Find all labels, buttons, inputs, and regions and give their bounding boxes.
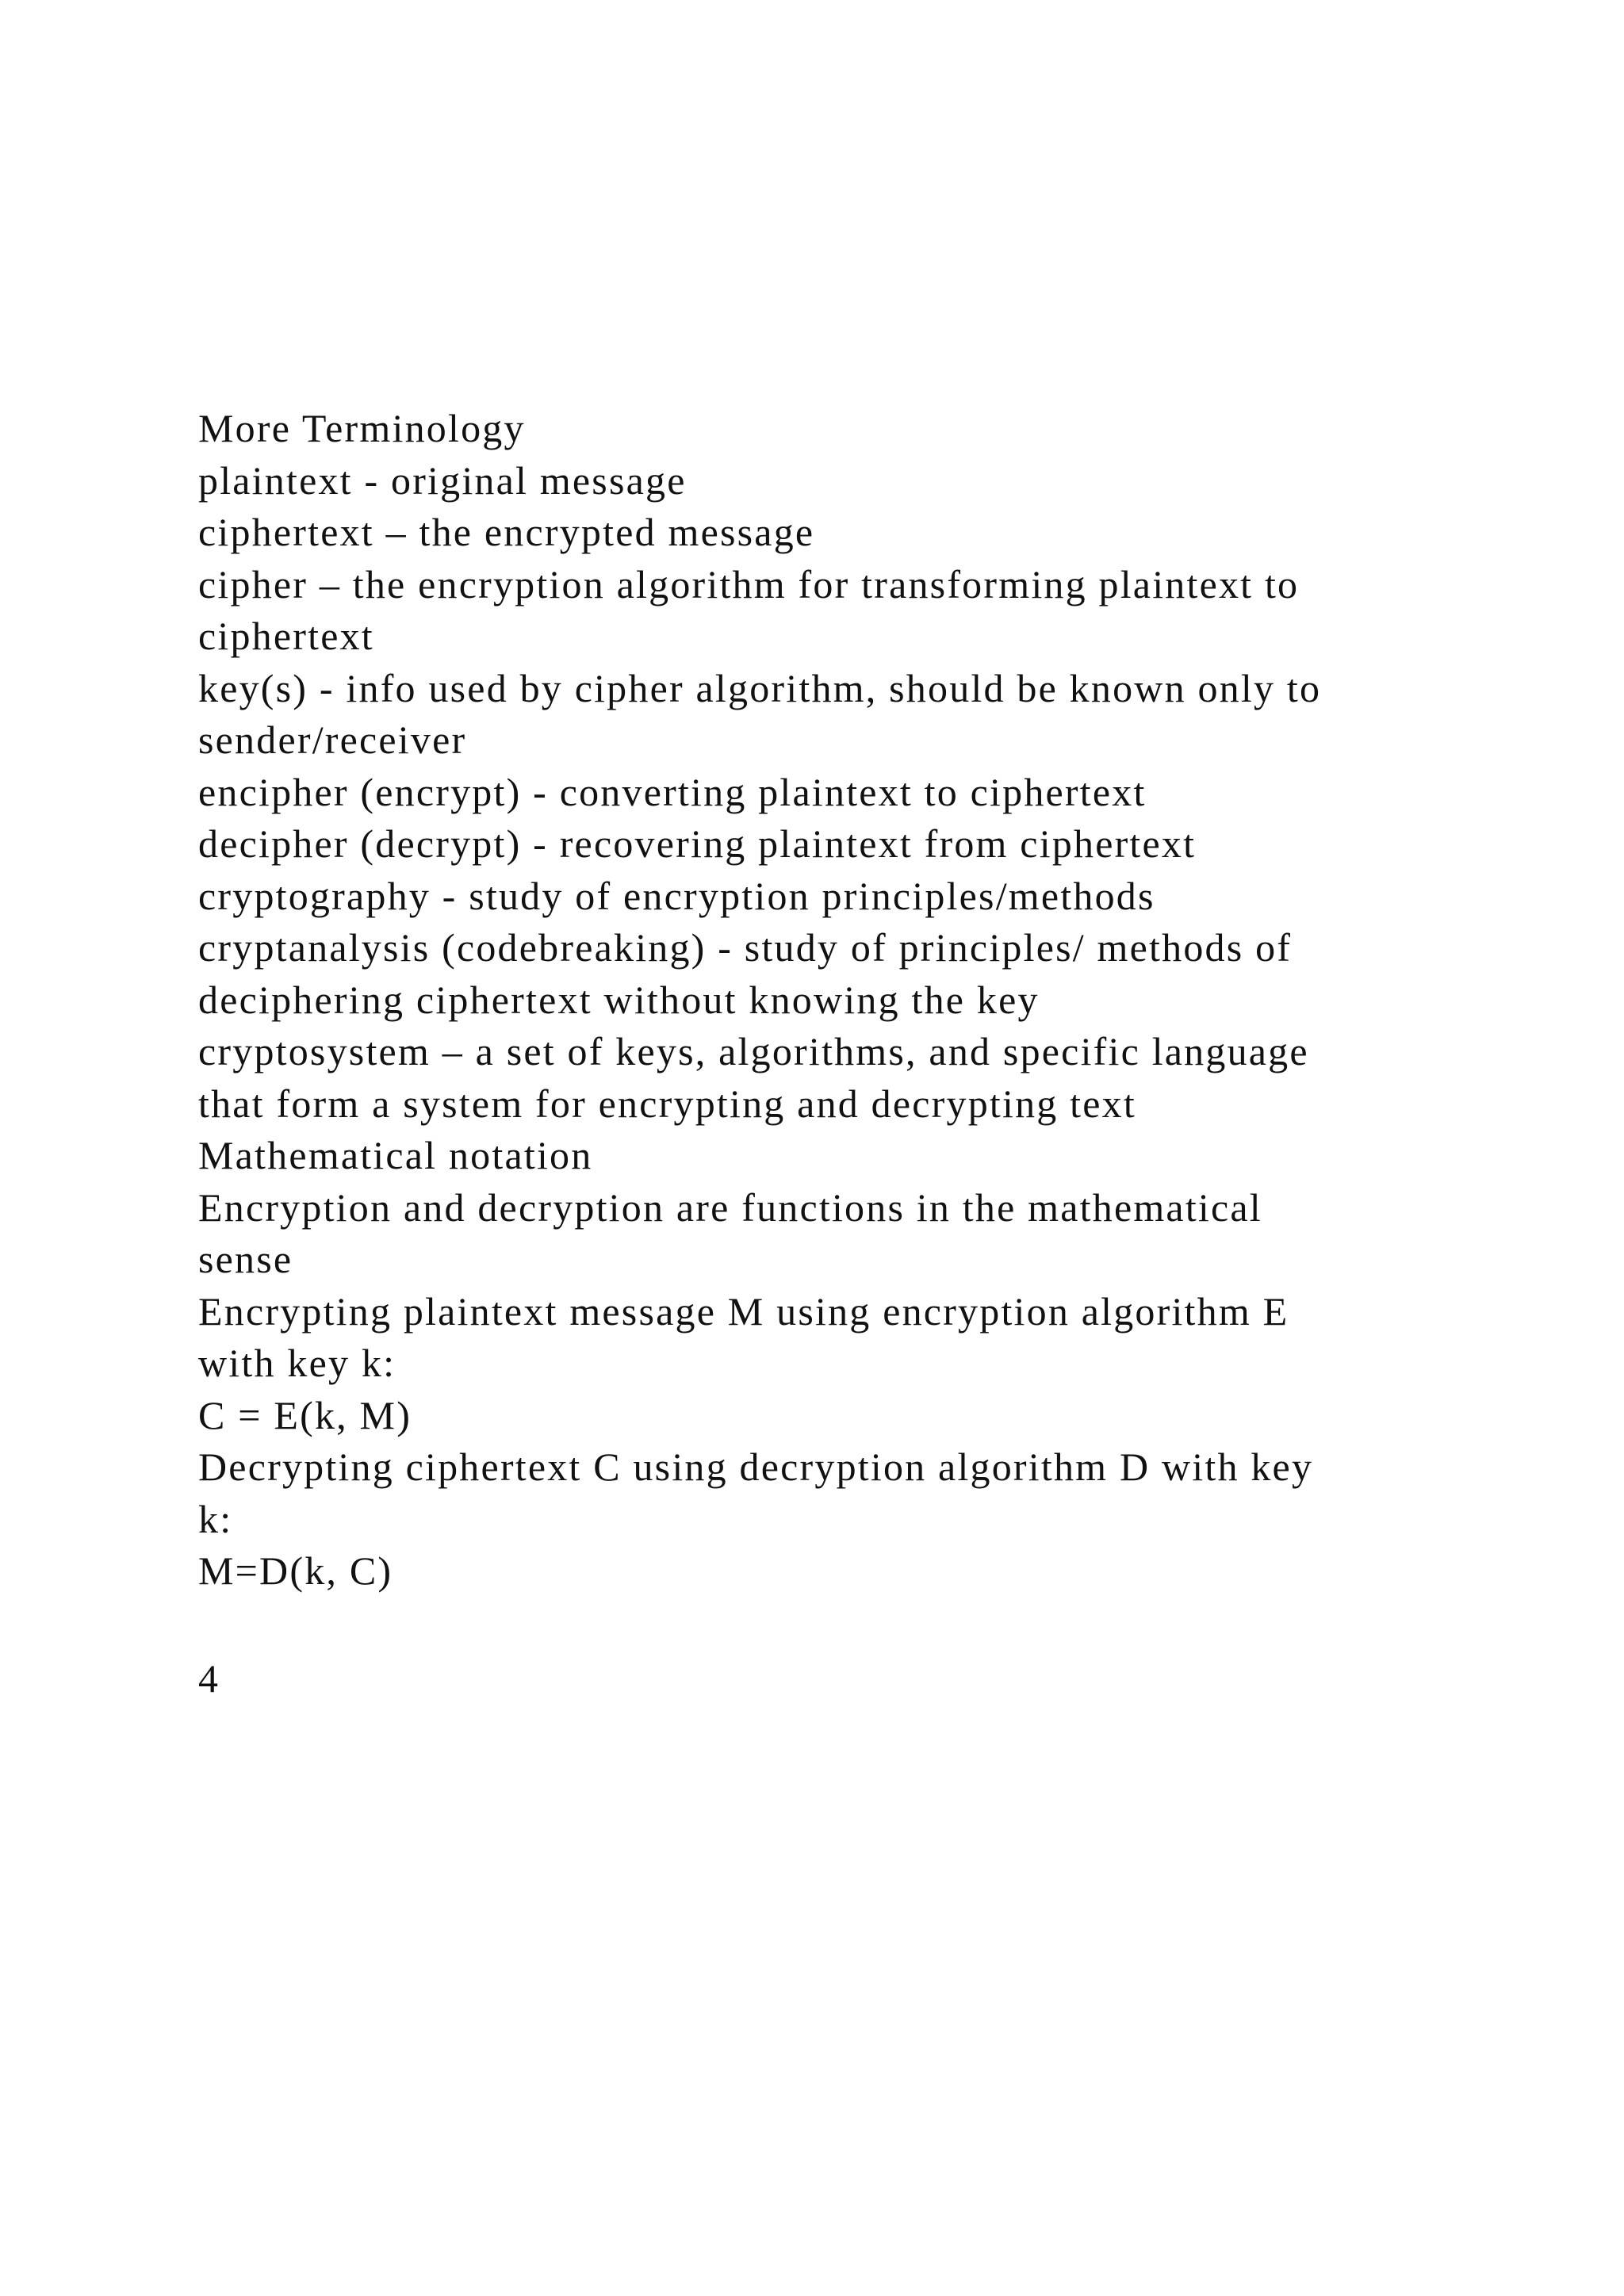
body-text [198, 403, 1451, 1598]
notation-decrypting-continued: k: [198, 1496, 233, 1541]
term-cryptosystem: cryptosystem – a set of keys, algorithms, and specific language [198, 1029, 1309, 1073]
heading-more-terminology: More Terminology [198, 406, 526, 450]
notation-decrypting: Decrypting ciphertext C using decryption algorithm D with key [198, 1445, 1314, 1489]
notation-encrypting: Encrypting plaintext message M using encryption algorithm E [198, 1288, 1289, 1334]
formula-encryption: C = E(k, M) [198, 1392, 412, 1437]
notation-encrypting-continued: with key k: [198, 1341, 396, 1385]
term-cipher-continued: ciphertext [198, 614, 374, 658]
term-encipher: encipher (encrypt) - converting plaintext to ciphertext [198, 769, 1147, 814]
term-keys-continued: sender/receiver [198, 718, 467, 762]
notation-functions-continued: sense [198, 1237, 293, 1281]
term-cipher: cipher – the encryption algorithm for transforming plaintext to [198, 561, 1300, 607]
term-cryptanalysis: cryptanalysis (codebreaking) - study of principles/ methods of [198, 925, 1293, 970]
formula-decryption: M=D(k, C) [198, 1548, 393, 1593]
page-number: 4 [198, 1656, 218, 1701]
term-cryptanalysis-continued: deciphering ciphertext without knowing the key [198, 977, 1040, 1022]
term-ciphertext: ciphertext – the encrypted message [198, 510, 815, 554]
notation-functions: Encryption and decryption are functions in the mathematical [198, 1184, 1262, 1230]
term-cryptosystem-continued: that form a system for encrypting and decrypting text [198, 1081, 1136, 1126]
term-cryptography: cryptography - study of encryption principles/methods [198, 873, 1155, 918]
heading-mathematical-notation: Mathematical notation [198, 1133, 593, 1177]
term-decipher: decipher (decrypt) - recovering plaintext from ciphertext [198, 821, 1197, 866]
term-keys: key(s) - info used by cipher algorithm, should be known only to [198, 665, 1322, 710]
term-plaintext: plaintext - original message [198, 457, 687, 503]
